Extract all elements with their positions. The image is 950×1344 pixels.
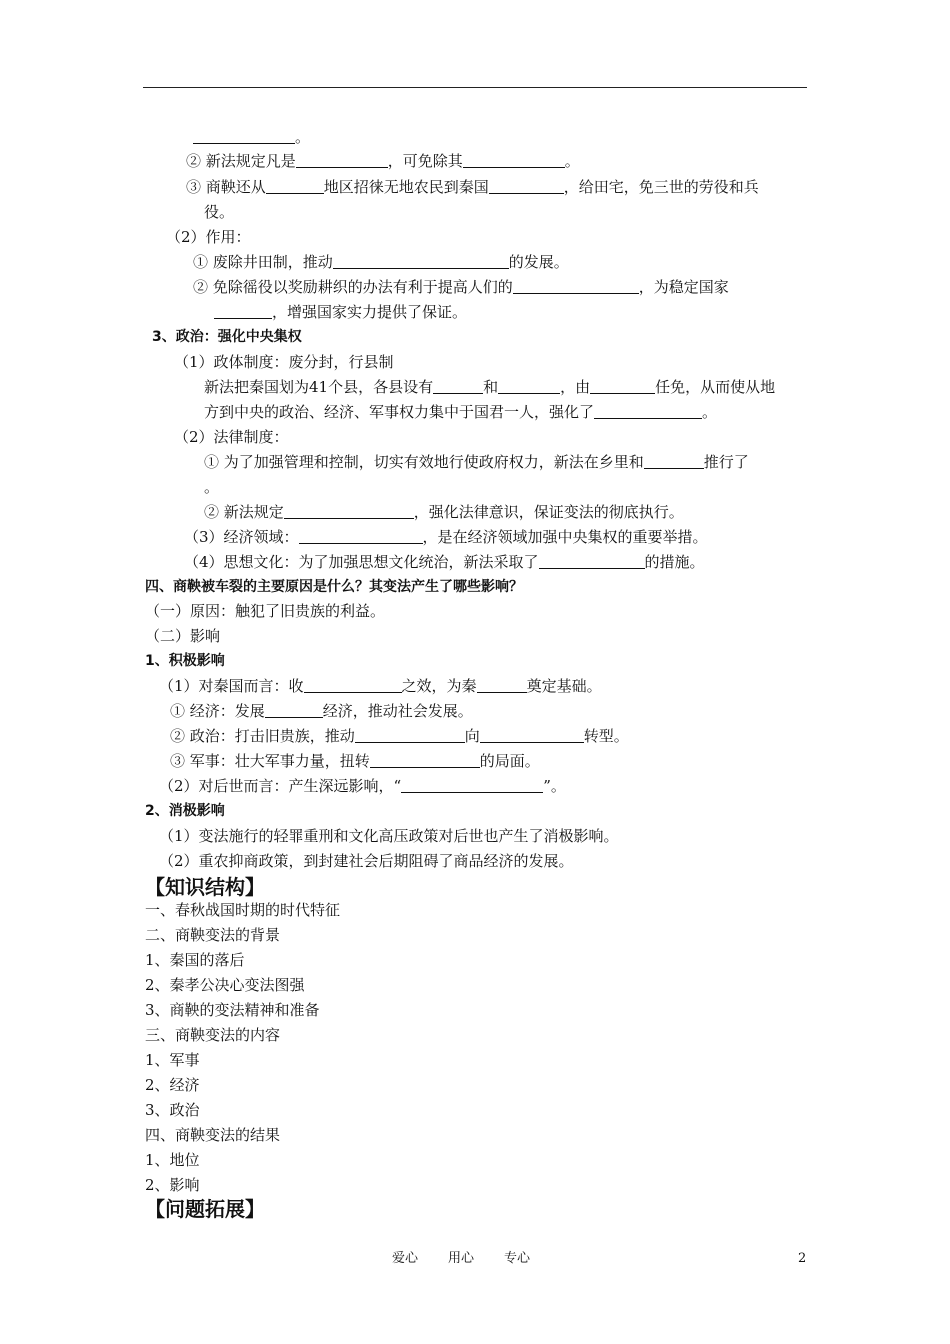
text-line: ① 为了加强管理和控制，切实有效地行使政府权力，新法在乡里和 推行了 (204, 453, 749, 471)
fill-blank[interactable] (214, 303, 272, 319)
page-number: 2 (798, 1251, 807, 1266)
text-line: 。 (204, 478, 220, 496)
outline-item: 二、商鞅变法的背景 (145, 926, 281, 944)
text-line: 役。 (204, 203, 235, 221)
section-title: 【问题拓展】 (145, 1197, 265, 1221)
text-line: （2）法律制度： (174, 428, 289, 446)
header-rule (143, 87, 807, 88)
text-line: （1）政体制度：废分封，行县制 (174, 353, 394, 371)
fill-blank[interactable] (355, 727, 465, 743)
outline-item: 三、商鞅变法的内容 (145, 1026, 281, 1044)
text-line: ，增强国家实力提供了保证。 (214, 302, 467, 322)
text-line: 新法把秦国划为41个县，各县设有 和 ，由 任免，从而使从地 (204, 378, 776, 396)
fill-blank[interactable] (284, 503, 414, 519)
text-line: 方到中央的政治、经济、军事权力集中于国君一人，强化了 。 (204, 403, 718, 421)
fill-blank[interactable] (304, 677, 402, 693)
fill-blank[interactable] (539, 553, 645, 569)
text-line: （1）变法施行的轻罪重刑和文化高压政策对后世也产生了消极影响。 (159, 827, 619, 845)
fill-blank[interactable] (489, 178, 564, 194)
section-title: 【知识结构】 (145, 875, 265, 899)
footer-motto-2: 用心 (448, 1251, 475, 1266)
outline-item: 一、春秋战国时期的时代特征 (145, 901, 341, 919)
fill-blank[interactable] (513, 278, 639, 294)
outline-item: 3、商鞅的变法精神和准备 (145, 1001, 320, 1019)
text-line: 。 (193, 127, 310, 147)
outline-item: 1、地位 (145, 1151, 200, 1169)
text-line: （1）对秦国而言：收 之效，为秦 奠定基础。 (159, 677, 602, 695)
fill-blank[interactable] (594, 403, 702, 419)
text-line: （2）作用： (166, 228, 251, 246)
text-line: ① 经济：发展 经济，推动社会发展。 (170, 702, 473, 720)
outline-item: 四、商鞅变法的结果 (145, 1126, 281, 1144)
heading: 四、商鞅被车裂的主要原因是什么？其变法产生了哪些影响？ (145, 579, 523, 595)
fill-blank[interactable] (401, 777, 543, 793)
outline-item: 1、秦国的落后 (145, 951, 245, 969)
fill-blank[interactable] (370, 752, 480, 768)
footer-motto-3: 专心 (504, 1251, 531, 1266)
heading: 1、积极影响 (145, 653, 225, 669)
fill-blank[interactable] (333, 253, 509, 269)
heading: 2、消极影响 (145, 803, 225, 819)
footer-motto-1: 爱心 (392, 1251, 419, 1266)
fill-blank[interactable] (296, 152, 388, 168)
fill-blank[interactable] (299, 528, 423, 544)
outline-item: 2、秦孝公决心变法图强 (145, 976, 305, 994)
fill-blank[interactable] (590, 378, 655, 394)
text-line: ② 免除徭役以奖励耕织的办法有利于提高人们的 ，为稳定国家 (193, 278, 729, 296)
fill-blank[interactable] (644, 453, 704, 469)
fill-blank[interactable] (480, 727, 584, 743)
text-line: ② 政治：打击旧贵族，推动 向 转型。 (170, 727, 629, 745)
text-line: （2）重农抑商政策，到封建社会后期阻碍了商品经济的发展。 (159, 852, 574, 870)
fill-blank[interactable] (193, 128, 295, 144)
text-line: ③ 商鞅还从 地区招徕无地农民到秦国 ，给田宅，免三世的劳役和兵 (186, 178, 759, 196)
outline-item: 2、经济 (145, 1076, 200, 1094)
fill-blank[interactable] (433, 378, 483, 394)
text-line: ② 新法规定 ，强化法律意识，保证变法的彻底执行。 (204, 503, 684, 521)
text-line: （一）原因：触犯了旧贵族的利益。 (145, 602, 386, 620)
outline-item: 1、军事 (145, 1051, 200, 1069)
outline-item: 2、影响 (145, 1176, 200, 1194)
text-line: （4）思想文化：为了加强思想文化统治，新法采取了 的措施。 (184, 553, 705, 571)
heading: 3、政治：强化中央集权 (152, 329, 302, 345)
fill-blank[interactable] (477, 677, 527, 693)
text-line: ② 新法规定凡是 ，可免除其 。 (186, 152, 580, 170)
outline-item: 3、政治 (145, 1101, 200, 1119)
text-line: （二）影响 (145, 627, 221, 645)
text-line: （2）对后世而言：产生深远影响，“ ”。 (159, 777, 566, 795)
fill-blank[interactable] (498, 378, 560, 394)
fill-blank[interactable] (266, 178, 324, 194)
text-line: （3）经济领域： ，是在经济领域加强中央集权的重要举措。 (184, 528, 708, 546)
text-line: ③ 军事：壮大军事力量，扭转 的局面。 (170, 752, 540, 770)
fill-blank[interactable] (463, 152, 565, 168)
text-line: ① 废除井田制，推动 的发展。 (193, 253, 569, 271)
fill-blank[interactable] (265, 702, 323, 718)
